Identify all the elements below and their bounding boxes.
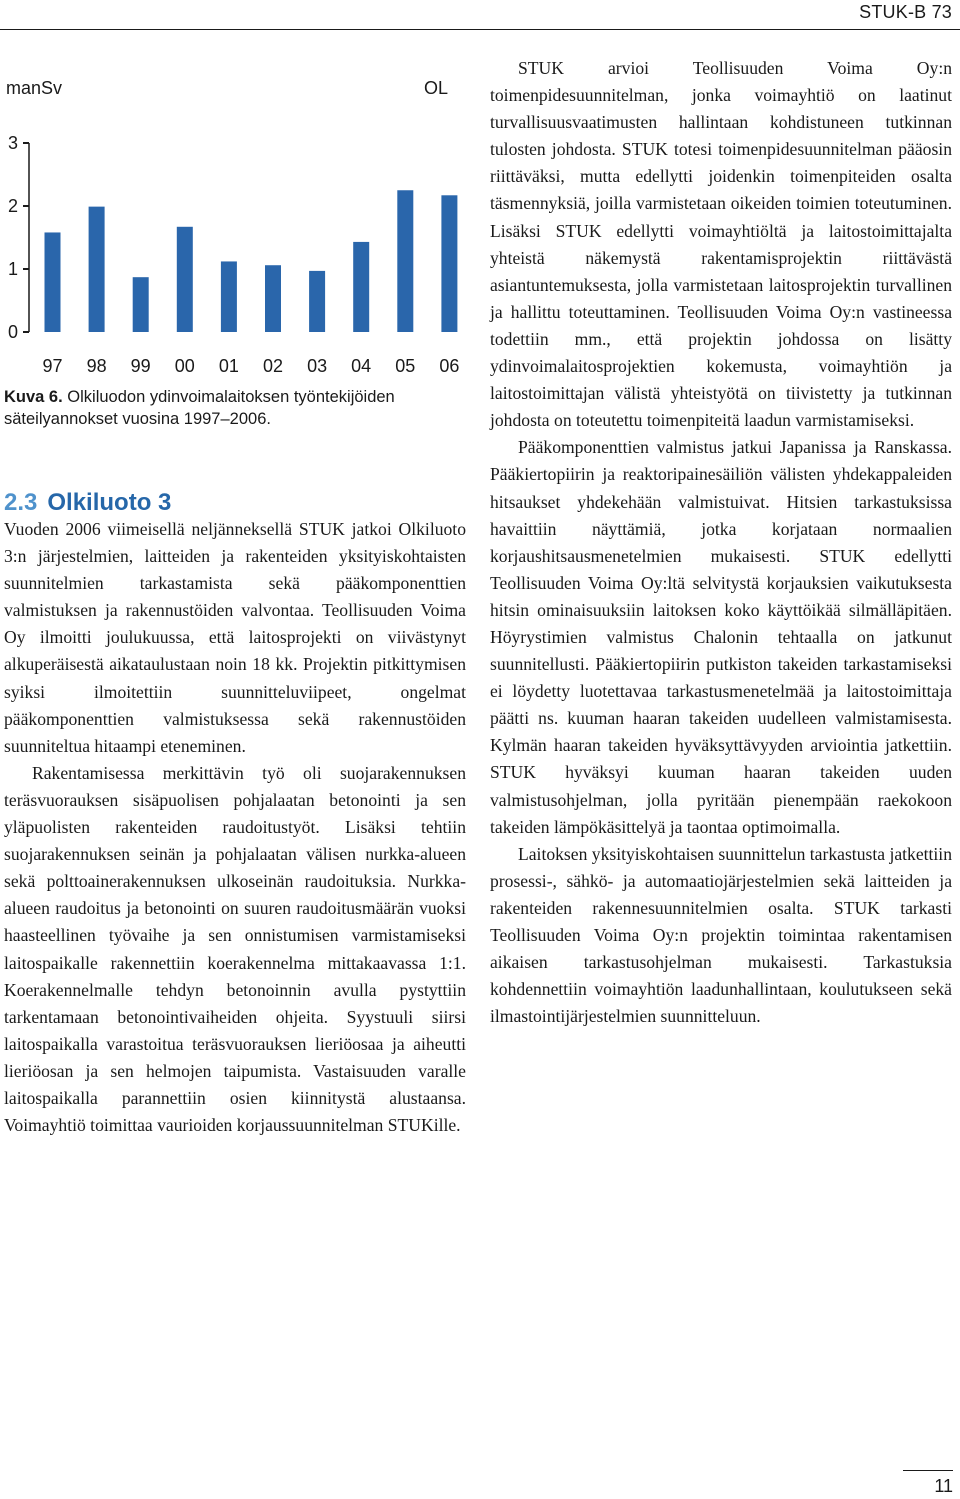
bar-97 — [45, 232, 61, 332]
bar-98 — [89, 207, 105, 332]
header-rule — [0, 29, 960, 30]
bar-00 — [177, 227, 193, 332]
x-tick-label: 97 — [42, 356, 63, 376]
series-label: OL — [423, 78, 448, 98]
paragraph: Vuoden 2006 viimeisellä neljänneksellä STUK jatkoi Olkiluoto 3:n järjestelmien, laitteiden ja rakenteiden yksityiskohtaisten suunnitelmien tarkastamista sekä pääkomponenttien valmistuksen ja rakennustöiden valvontaa. Teollisuuden Voima Oy ilmoitti joulukuussa, että laitosprojekti on viivästynyt alkuperäisestä aikataulustaan noin 18 kk. Projektin pitkittymisen syiksi ilmoitettiin suunnitteluviipeet, ongelmat pääkomponenttien valmistuksessa sekä rakennustöiden suunniteltua hitaampi eteneminen. — [4, 519, 466, 756]
series-header: STUK-B 73 — [859, 2, 952, 22]
x-tick-label: 98 — [86, 356, 107, 376]
bar-06 — [441, 195, 457, 332]
right-column — [490, 55, 952, 1030]
paragraph: Laitoksen yksityiskohtaisen suunnittelun tarkastusta jatkettiin prosessi-, sähkö- ja automaatiojärjestelmien sekä laitteiden ja rakenteiden rakennesuunnitelmien osalta. STUK tarkasti Teollisuuden Voima Oy:n projektin toimintaa rakentamisen aikaisen tarkastusohjelman mukaisesti. Tarkastuksia kohdennettiin voimayhtiön laadunhallintaan, koulutukseen sekä ilmastointijärjestelmien suunnitteluun. — [490, 843, 952, 1027]
figure-caption — [4, 386, 466, 430]
left-column — [4, 516, 466, 1139]
section-heading — [4, 489, 171, 517]
paragraph: Rakentamisessa merkittävin työ oli suojarakennuksen teräsvuorauksen sisäpuolisen pohjalaatan betonointi ja sen yläpuolisten rakenteiden raudoitustyöt. Lisäksi tehtiin suojarakennuksen seinän ja pohjalaatan välisen nurkka-alueen sekä polttoainerakennuksen ulkoseinän raudoituksia. Nurkka-alueen raudoitus ja betonointi on suuren raudoitusmäärän vuoksi haasteellinen työvaihe ja sen onnistumisen varmistamiseksi laitospaikalle rakennettiin koerakennelma mittakaavassa 1:1. Koerakennelmalle tehdyn betonoinnin avulla pystyttiin tarkentamaan betonointivaiheiden ohjeita. Syystuuli siirsi laitospaikalla varastoitua teräsvuorauksen lieriöosaa ja aiheutti lieriöosan ja sen helmojen taipumista. Vastaisuuden varalle laitospaikalla parannettiin osien kiinnitystä alustaansa. Voimayhtiö toimittaa vaurioiden korjaussuunnitelman STUKille. — [4, 762, 466, 1136]
bar-01 — [221, 261, 237, 332]
x-tick-label: 02 — [262, 356, 284, 376]
paragraph: STUK arvioi Teollisuuden Voima Oy:n toimenpidesuunnitelman, jonka voimayhtiö on laatinut turvallisuusvaatimusten hallintaan kohdistuneen tutkinnan tulosten johdosta. STUK totesi toimenpidesuunnitelman pääosin riittäväksi, mutta edellytti joidenkin toimenpiteiden osalta täsmennyksiä, joilla varmistetaan oikeiden toimien toteutuminen. Lisäksi STUK edellytti voimayhtiöltä ja laitostoimittajalta yhteistä näkemystä rakentamisprojektin riittävästä asiantuntemuksesta, jolla varmistetaan laitosprojektin turvallinen ja hallittu toteuttaminen. Teollisuuden Voima Oy:n vastineessa todettiin mm., että projektin johdossa on lisätty ydinvoimalaitosprojektien kokemusta, voimayhtiön ja laitostoimittajan välistä yhteistyötä on tiivistetty ja tutkinnan johdosta on toteutettu toimenpiteitä laadun varmistamiseksi. — [490, 58, 952, 431]
x-tick-label: 03 — [307, 356, 328, 376]
x-tick-label: 99 — [130, 356, 151, 376]
y-tick-label: 2 — [8, 196, 19, 216]
x-tick-label: 01 — [218, 356, 239, 376]
paragraph: Pääkomponenttien valmistus jatkui Japanissa ja Ranskassa. Pääkiertopiirin ja reaktoripainesäiliön välisten yhdekappaleiden hitsaukset yhdekehään valmistuivat. Hitsien tarkastuksissa havaittiin näyttämiä, jotka korjataan normaalien korjaushitsausmenetelmien mukaisesti. STUK edellytti Teollisuuden Voima Oy:ltä selvitystä korjauksien vaikutuksesta hitsin ominaisuuksiin laitoksen koko käyttöikää silmälläpitäen. Höyrystimien valmistus Chalonin tehtaalla on jatkunut suunnitellusti. Pääkiertopiirin putkiston takeiden tarkastamiseksi ei löydetty luotettavaa tarkastusmenetelmää ja laitostoimittaja päätti ns. kuuman haaran takeiden uudelleen valmistamisesta. Kylmän haaran takeiden hyväksyttävyyden arviointia jatkettiin. STUK hyväksyi kuuman haaran takeiden uuden valmistusohjelman, jolla pyritään pienempään raekokoon takeiden lämpökäsittelyä ja taontaa optimoimalla. — [490, 437, 952, 837]
y-ticks — [8, 133, 29, 342]
y-tick-label: 3 — [8, 133, 19, 153]
y-axis-label: manSv — [6, 78, 63, 98]
x-tick-labels — [42, 356, 459, 376]
caption-label: Kuva 6. — [4, 388, 63, 406]
page-number: 11 — [934, 1476, 953, 1496]
bars — [45, 190, 458, 332]
caption-text: Olkiluodon ydinvoimalaitoksen työntekijöiden säteilyannokset vuosina 1997–2006. — [4, 388, 395, 428]
section-number: 2.3 — [4, 489, 38, 516]
bar-04 — [353, 242, 369, 332]
bar-02 — [265, 265, 281, 332]
page-number-rule — [903, 1470, 953, 1471]
bar-05 — [397, 190, 413, 332]
dose-bar-chart — [0, 68, 470, 388]
x-tick-label: 05 — [395, 356, 416, 376]
bar-99 — [133, 277, 149, 332]
x-tick-label: 04 — [351, 356, 372, 376]
y-tick-label: 1 — [8, 259, 19, 279]
y-tick-label: 0 — [8, 322, 19, 342]
x-tick-label: 06 — [439, 356, 460, 376]
x-tick-label: 00 — [174, 356, 195, 376]
section-title: Olkiluoto 3 — [47, 489, 172, 516]
bar-03 — [309, 271, 325, 332]
